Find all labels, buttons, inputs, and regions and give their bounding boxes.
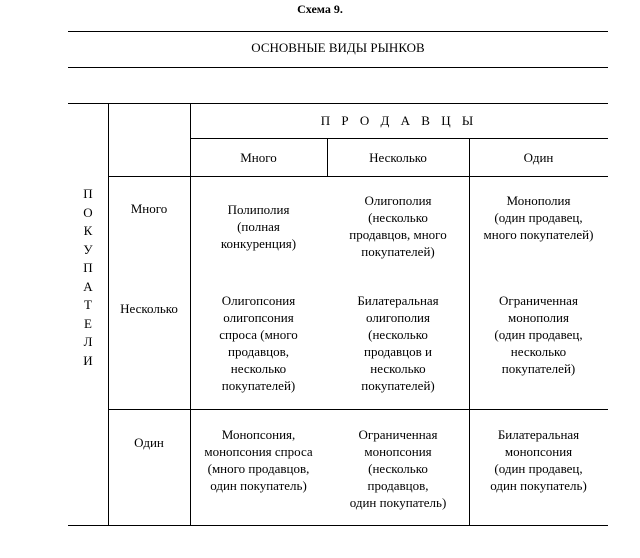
cell-line: покупателей) bbox=[221, 378, 296, 393]
cell-line: спроса (много bbox=[219, 327, 298, 342]
cell-line: (один продавец, bbox=[494, 210, 583, 225]
cell-line: продавцов, bbox=[367, 478, 429, 493]
buyers-letter: А bbox=[83, 278, 93, 294]
table-heading: ОСНОВНЫЕ ВИДЫ РЫНКОВ bbox=[251, 40, 425, 55]
cell-line: монопсония bbox=[504, 444, 573, 459]
row-divider-one bbox=[108, 409, 608, 410]
cell-limited-monopoly bbox=[469, 292, 608, 377]
cell-line: (несколько bbox=[368, 327, 428, 342]
buyers-vertical-label bbox=[68, 185, 108, 370]
buyers-letter: П bbox=[83, 186, 93, 201]
cell-line: олигопсония bbox=[223, 310, 294, 325]
cell-line: покупателей) bbox=[361, 378, 435, 393]
cell-line: (несколько bbox=[368, 210, 428, 225]
buyers-letter: Л bbox=[83, 334, 93, 349]
cell-line: один покупатель) bbox=[349, 495, 447, 510]
scheme-title: Схема 9. bbox=[297, 2, 343, 16]
buyers-letter: Т bbox=[84, 297, 92, 312]
cell-line: (несколько bbox=[368, 461, 428, 476]
cell-line: олигополия bbox=[366, 310, 430, 325]
cell-line: покупателей) bbox=[501, 361, 576, 376]
column-header-several: Несколько bbox=[369, 150, 427, 165]
buyers-letter: П bbox=[83, 260, 93, 275]
cell-line: покупателей) bbox=[361, 244, 435, 259]
cell-limited-monopsony bbox=[327, 426, 469, 511]
sellers-header-divider bbox=[190, 138, 608, 139]
cell-line: монополия bbox=[508, 310, 569, 325]
column-header-many: Много bbox=[240, 150, 277, 165]
cell-line: Полиполия bbox=[227, 202, 290, 217]
cell-line: Монополия bbox=[506, 193, 571, 208]
sellers-label: П Р О Д А В Ц Ы bbox=[320, 113, 478, 128]
cell-line: один покупатель) bbox=[210, 478, 307, 493]
cell-monopoly bbox=[469, 192, 608, 243]
cell-polypoly bbox=[190, 201, 327, 252]
rule-heading-bottom bbox=[68, 67, 608, 68]
cell-line: монопсония спроса bbox=[204, 444, 313, 459]
column-header-divider bbox=[108, 176, 608, 177]
cell-line: продавцов и bbox=[364, 344, 432, 359]
cell-line: несколько bbox=[230, 361, 287, 376]
cell-line: продавцов, много bbox=[349, 227, 447, 242]
cell-line: Монопсония, bbox=[221, 427, 296, 442]
cell-line: конкуренция) bbox=[220, 236, 297, 251]
cell-line: (полная bbox=[237, 219, 280, 234]
cell-line: Ограниченная bbox=[499, 293, 578, 308]
cell-bilateral-oligopoly bbox=[327, 292, 469, 394]
cell-line: много покупателей) bbox=[483, 227, 594, 242]
cell-line: Билатеральная bbox=[497, 427, 580, 442]
rule-top bbox=[68, 31, 608, 32]
cell-line: (один продавец, bbox=[494, 461, 583, 476]
cell-line: Олигополия bbox=[364, 193, 432, 208]
cell-line: один покупатель) bbox=[490, 478, 587, 493]
buyers-letter: У bbox=[83, 241, 93, 257]
row-label-several: Несколько bbox=[120, 301, 178, 316]
cell-line: продавцов, bbox=[228, 344, 289, 359]
column-header-one: Один bbox=[523, 150, 554, 165]
row-label-many: Много bbox=[130, 201, 168, 216]
cell-bilateral-monopsony bbox=[469, 426, 608, 494]
cell-line: несколько bbox=[370, 361, 426, 376]
cell-oligopsony bbox=[190, 292, 327, 394]
table-bottom-border bbox=[68, 525, 608, 526]
cell-line: Олигопсония bbox=[221, 293, 296, 308]
buyers-letter: О bbox=[83, 204, 93, 220]
cell-line: Билатеральная bbox=[357, 293, 439, 308]
cell-line: Ограниченная bbox=[358, 427, 438, 442]
table-top-border bbox=[68, 103, 608, 104]
buyers-letter: К bbox=[83, 223, 93, 238]
cell-line: (один продавец, bbox=[494, 327, 583, 342]
cell-line: несколько bbox=[510, 344, 567, 359]
cell-oligopoly bbox=[327, 192, 469, 260]
cell-monopsony bbox=[190, 426, 327, 494]
buyers-letter: Е bbox=[84, 315, 92, 331]
cell-line: (много продавцов, bbox=[207, 461, 310, 476]
cell-line: монопсония bbox=[364, 444, 432, 459]
buyers-letter: И bbox=[83, 352, 93, 368]
row-label-one: Один bbox=[134, 435, 164, 450]
